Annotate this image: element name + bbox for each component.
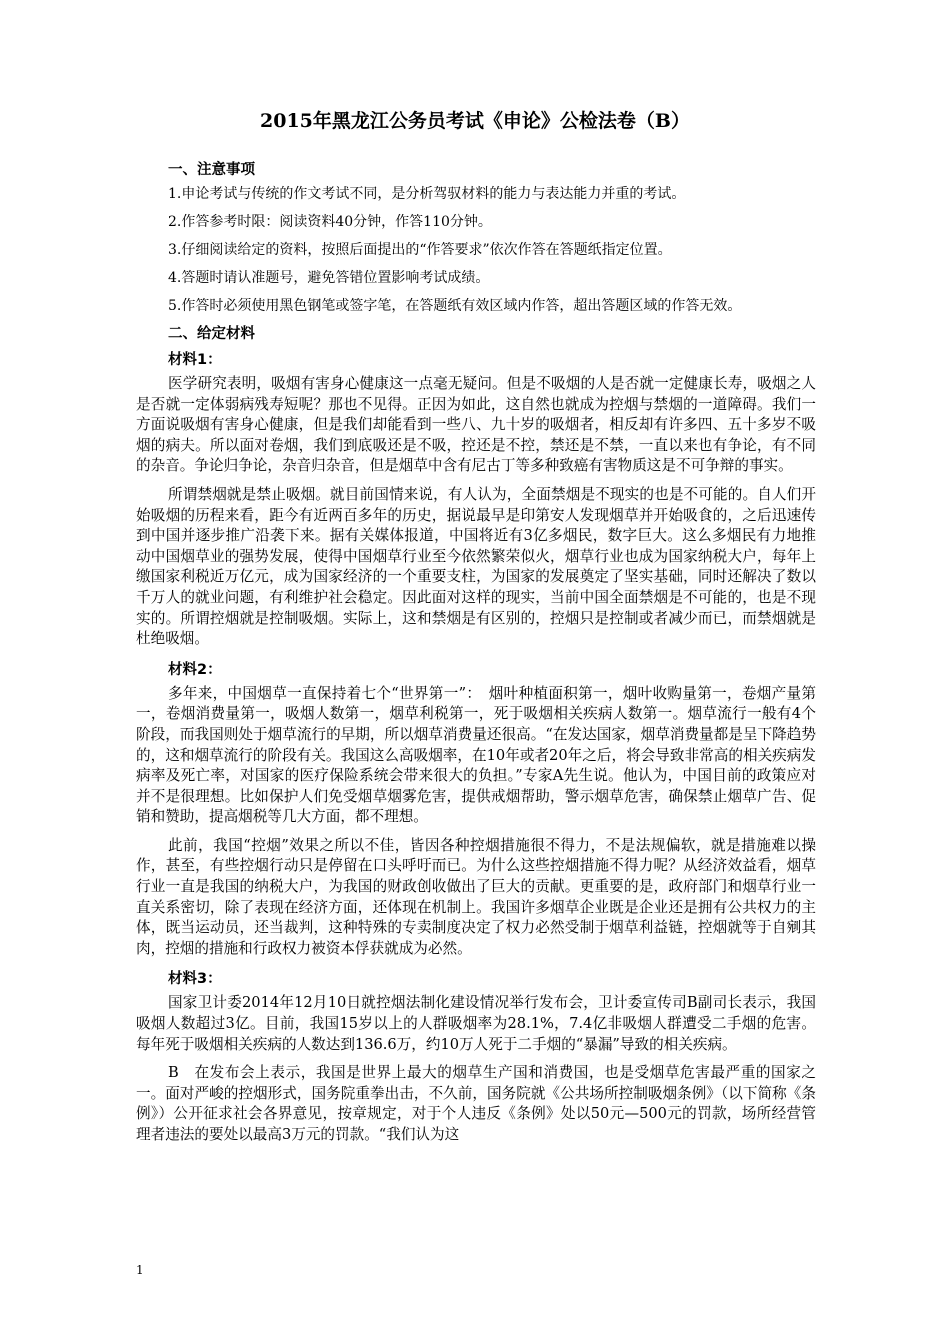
material-1-paragraph-1: 医学研究表明，吸烟有害身心健康这一点毫无疑问。但是不吸烟的人是否就一定健康长寿，吸烟之人是否就一定体弱病残寿短呢？那也不见得。正因为如此，这自然也就成为控烟与禁烟的一道障碍。我们一方面说吸烟有害身心健康，但是我们却能看到一些八、九十岁的吸烟者，相反却有许多四、五十多岁不吸烟的病夫。所以面对卷烟，我们到底吸还是不吸，控还是不控，禁还是不禁，一直以来也有争论，有不同的杂音。争论归争论，杂音归杂音，但是烟草中含有尼古丁等多种致癌有害物质这是不可争辩的事实。 (136, 375, 816, 475)
document-body (136, 158, 816, 1154)
material-2-label: 材料2： (168, 661, 222, 678)
section-heading-materials: 二、给定材料 (168, 326, 255, 342)
material-2-paragraph-1: 多年来，中国烟草一直保持着七个“世界第一”： 烟叶种植面积第一，烟叶收购量第一，卷烟产量第一，卷烟消费量第一，吸烟人数第一，烟草利税第一，死于吸烟相关疾病人数第一。烟草流行一般有4个阶段，而我国则处于烟草流行的早期，所以烟草消费量还很高。“在发达国家，烟草消费量都是呈下降趋势的，这和烟草流行的阶段有关。我国这么高吸烟率，在10年或者20年之后，将会导致非常高的相关疾病发病率及死亡率，对国家的医疗保险系统会带来很大的负担。”专家A先生说。他认为，中国目前的政策应对并不是很理想。比如保护人们免受烟草烟雾危害，提供戒烟帮助，警示烟草危害，确保禁止烟草广告、促销和赞助，提高烟税等几大方面，都不理想。 (136, 684, 816, 826)
note-item-4: 4.答题时请认准题号，避免答错位置影响考试成绩。 (168, 270, 490, 286)
material-3-paragraph-1: 国家卫计委2014年12月10日就控烟法制化建设情况举行发布会，卫计委宣传司B副司长表示，我国吸烟人数超过3亿。目前，我国15岁以上的人群吸烟率为28.1%，7.4亿非吸烟人群遭受二手烟的危害。每年死于吸烟相关疾病的人数达到136.6万，约10万人死于二手烟的“暴漏”导致的相关疾病。 (136, 994, 816, 1053)
material-2-paragraph-2: 此前，我国“控烟”效果之所以不佳，皆因各种控烟措施很不得力，不是法规偏软，就是措施难以操作，甚至，有些控烟行动只是停留在口头呼吁而已。为什么这些控烟措施不得力呢？从经济效益看，烟草行业一直是我国的纳税大户，为我国的财政创收做出了巨大的贡献。更重要的是，政府部门和烟草行业一直关系密切，除了表现在经济方面，还体现在机制上。我国许多烟草企业既是企业还是拥有公共权力的主体，既当运动员，还当裁判，这种特殊的专卖制度决定了权力必然受制于烟草利益链，控烟就等于自剜其肉，控烟的措施和行政权力被资本俘获就成为必然。 (136, 836, 816, 957)
page-number: 1 (136, 1263, 144, 1277)
material-1-paragraph-2: 所谓禁烟就是禁止吸烟。就目前国情来说，有人认为，全面禁烟是不现实的也是不可能的。自人们开始吸烟的历程来看，距今有近两百多年的历史，据说最早是印第安人发现烟草并开始吸食的，之后迅速传到中国并逐步推广沿袭下来。据有关媒体报道，中国将近有3亿多烟民，数字巨大。这么多烟民有力地推动中国烟草业的强势发展，使得中国烟草行业至今依然繁荣似火，烟草行业也成为国家纳税大户，每年上缴国家利税近万亿元，成为国家经济的一个重要支柱，为国家的发展奠定了坚实基础，同时还解决了数以千万人的就业问题，有利维护社会稳定。因此面对这样的现实，当前中国全面禁烟是不可能的，也是不现实的。所谓控烟就是控制吸烟。实际上，这和禁烟是有区别的，控烟只是控制或者减少而已，而禁烟就是杜绝吸烟。 (136, 485, 816, 648)
material-3-paragraph-2: B 在发布会上表示，我国是世界上最大的烟草生产国和消费国，也是受烟草危害最严重的国家之一。面对严峻的控烟形式，国务院重拳出击，不久前，国务院就《公共场所控制吸烟条例》（以下简称《条例》）公开征求社会各界意见，按章规定，对于个人违反《条例》处以50元—500元的罚款，场所经营管理者违法的要处以最高3万元的罚款。“我们认为这 (136, 1064, 816, 1143)
note-item-1: 1.申论考试与传统的作文考试不同，是分析驾驭材料的能力与表达能力并重的考试。 (168, 186, 686, 202)
note-item-3: 3.仔细阅读给定的资料，按照后面提出的“作答要求”依次作答在答题纸指定位置。 (168, 242, 672, 258)
note-item-2: 2.作答参考时限：阅读资料40分钟，作答110分钟。 (168, 214, 492, 230)
section-heading-notes: 一、注意事项 (168, 162, 255, 178)
material-3-label: 材料3： (168, 971, 222, 988)
note-item-5: 5.作答时必须使用黑色钢笔或签字笔，在答题纸有效区域内作答，超出答题区域的作答无效。 (168, 298, 742, 314)
document-title: 2015年黑龙江公务员考试《申论》公检法卷（B） (260, 110, 690, 132)
material-1-label: 材料1： (168, 352, 222, 368)
